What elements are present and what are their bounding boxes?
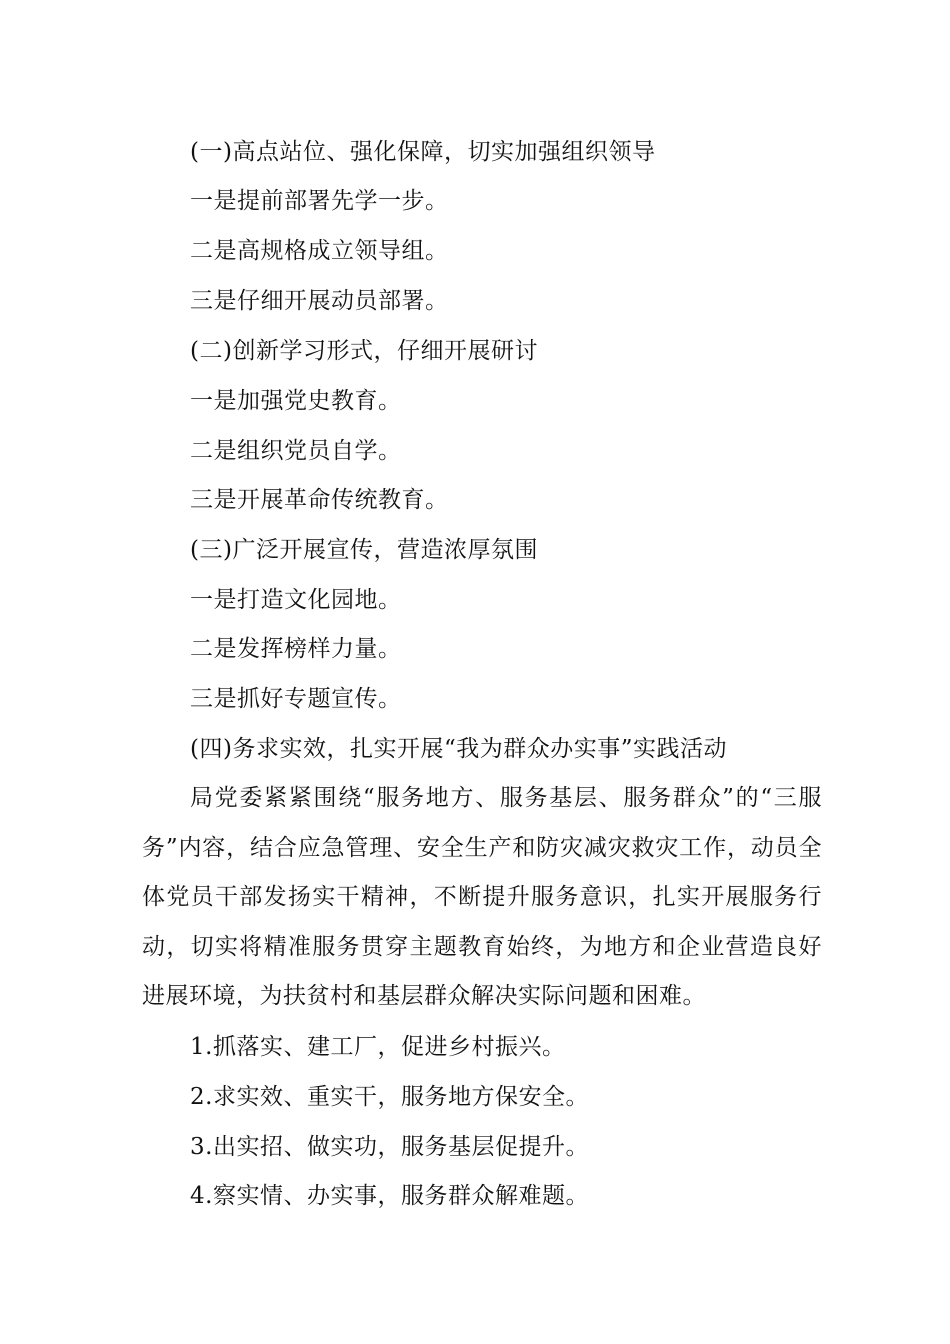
list-item: 三是开展革命传统教育。 — [190, 487, 449, 513]
list-item: 二是高规格成立领导组。 — [190, 238, 449, 264]
section-heading-3: (三)广泛开展宣传，营造浓厚氛围 — [190, 537, 538, 563]
body-paragraph: 局党委紧紧围绕“服务地方、服务基层、服务群众”的“三服务”内容，结合应急管理、安全生产和防灾减灾救灾工作，动员全体党员干部发扬实干精神，不断提升服务意识，扎实开展服务行动，切实将精准服务贯穿主题教育始终，为地方和企业营造良好进展环境，为扶贫村和基层群众解决实际问题和困难。 — [142, 785, 822, 1009]
list-item: 2.求实效、重实干，服务地方保安全。 — [190, 1084, 589, 1110]
list-item: 一是提前部署先学一步。 — [190, 188, 449, 214]
list-item: 1.抓落实、建工厂，促进乡村振兴。 — [190, 1034, 566, 1060]
list-item: 三是仔细开展动员部署。 — [190, 288, 449, 314]
list-item: 二是发挥榜样力量。 — [190, 636, 402, 662]
section-heading-1: (一)高点站位、强化保障，切实加强组织领导 — [190, 139, 656, 165]
list-item: 3.出实招、做实功，服务基层促提升。 — [190, 1134, 589, 1160]
list-item: 一是加强党史教育。 — [190, 388, 402, 414]
list-item: 二是组织党员自学。 — [190, 438, 402, 464]
list-item: 一是打造文化园地。 — [190, 587, 402, 613]
section-heading-4: (四)务求实效，扎实开展“我为群众办实事”实践活动 — [190, 736, 727, 762]
section-heading-2: (二)创新学习形式，仔细开展研讨 — [190, 338, 538, 364]
list-item: 4.察实情、办实事，服务群众解难题。 — [190, 1183, 589, 1209]
list-item: 三是抓好专题宣传。 — [190, 686, 402, 712]
